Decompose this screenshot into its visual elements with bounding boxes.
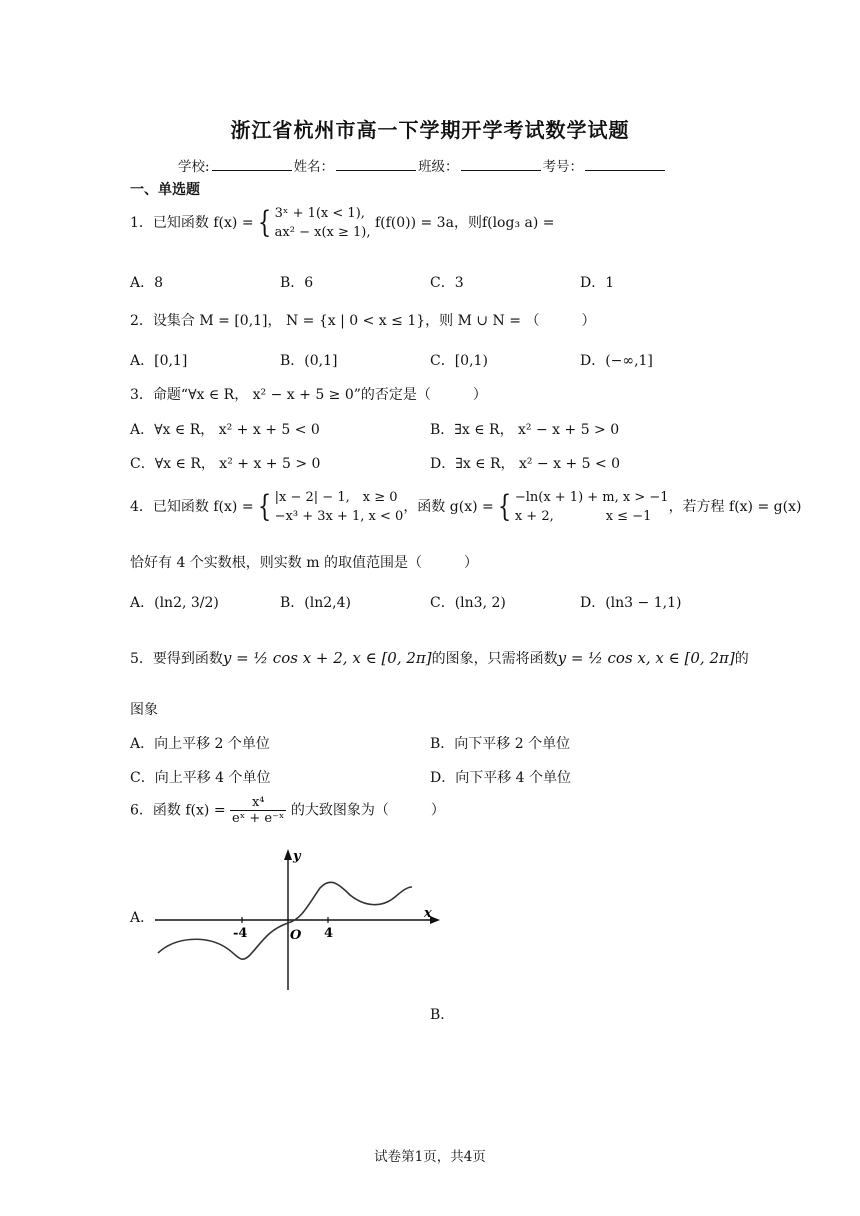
question-1-cases: 3ˣ + 1(x < 1), ax² − x(x ≥ 1), [274,206,371,240]
question-2-option-c[interactable]: C．[0,1) [430,353,488,369]
question-1-tail: f(f(0)) = 3a，则f(log₃ a) = [374,215,555,231]
question-1-prefix: 1．已知函数 [130,215,209,231]
question-1-option-c[interactable]: C．3 [430,275,464,291]
page-title: 浙江省杭州市高一下学期开学考试数学试题 [230,118,630,142]
question-5: 5．要得到函数y = ½ cos x + 2, x ∈ [0, 2π]的图象，只需将函数y = ½ cos x, x ∈ [0, 2π]的 [130,649,749,667]
option-a-graph [150,845,450,995]
brace-icon: { [257,489,271,524]
y-axis-arrow-icon [284,849,292,860]
question-3-option-d[interactable]: D．∃x ∈ R， x² − x + 5 < 0 [430,456,621,472]
question-2-option-d[interactable]: D．(−∞,1] [580,353,653,369]
question-1-option-d[interactable]: D．1 [580,275,615,291]
question-4-option-c[interactable]: C．(ln3, 2) [430,595,506,611]
name-label: 姓名： [293,159,335,175]
y-axis-label: y [293,849,301,864]
question-6-option-b[interactable]: B． [430,1007,455,1023]
question-6: 6．函数 f(x) = $\frac{\text{x⁴}}{\text{eˣ + e⁻ˣ}}$ 的大致图象为（ ） [130,795,445,826]
question-5-option-b[interactable]: B．向下平移 2 个单位 [430,736,571,752]
question-4: 4．已知函数 f(x) = { |x − 2| − 1, x ≥ 0 −x³ + 3x + 1, x < 0 ，函数 g(x) = { −ln(x + 1) + m, x > −1 x + 2, x ≤ −1 ，若方程 f(x) = g(x) [130,489,802,524]
question-3-option-b[interactable]: B．∃x ∈ R， x² − x + 5 > 0 [430,422,620,438]
student-info [178,155,667,175]
question-1-option-a[interactable]: A．8 [130,275,164,291]
question-4-option-d[interactable]: D．(ln3 − 1,1) [580,595,682,611]
question-5-source-function: y = ½ cos x, x ∈ [0, 2π] [557,649,735,667]
brace-icon: { [257,205,271,240]
class-blank [461,158,541,171]
school-blank [212,158,292,171]
question-4-option-a[interactable]: A．(ln2, 3/2) [130,595,219,611]
question-1 [130,204,555,242]
question-1-option-b[interactable]: B．6 [280,275,314,291]
school-label: 学校: [178,159,210,175]
question-5-line-2: 图象 [130,702,158,718]
function-curve [158,882,412,959]
question-6-option-a[interactable]: A． [130,910,155,926]
question-4-line-2: 恰好有 4 个实数根，则实数 m 的取值范围是（ ） [130,555,478,571]
question-2-option-b[interactable]: B．(0,1] [280,353,338,369]
pos-tick-label: 4 [324,926,334,941]
brace-icon: { [497,489,511,524]
question-6-fraction: $\frac{\text{x⁴}}{\text{eˣ + e⁻ˣ}}$ [232,795,285,826]
question-3: 3．命题“∀x ∈ R， x² − x + 5 ≥ 0”的否定是（ ） [130,387,487,403]
question-4-g-cases: −ln(x + 1) + m, x > −1 x + 2, x ≤ −1 [514,490,669,524]
question-3-option-c[interactable]: C．∀x ∈ R， x² + x + 5 > 0 [130,456,321,472]
question-5-target-function: y = ½ cos x + 2, x ∈ [0, 2π] [222,649,432,667]
exam-no-label: 考号： [542,159,584,175]
question-5-option-c[interactable]: C．向上平移 4 个单位 [130,770,271,786]
question-5-option-d[interactable]: D．向下平移 4 个单位 [430,770,572,786]
origin-label: O [290,928,302,943]
exam-no-blank [585,158,665,171]
question-2-option-a[interactable]: A．[0,1] [130,353,188,369]
x-axis-label: x [424,906,432,921]
name-blank [336,158,416,171]
question-3-option-a[interactable]: A．∀x ∈ R， x² + x + 5 < 0 [130,422,320,438]
neg-tick-label: -4 [233,926,248,941]
question-4-option-b[interactable]: B．(ln2,4) [280,595,351,611]
question-1-lhs: f(x) = [213,215,254,231]
question-2: 2．设集合 M = [0,1]， N = {x | 0 < x ≤ 1}，则 M ∪ N = （ ） [130,313,596,329]
class-label: 班级： [418,159,459,175]
page-footer: 试卷第1页，共4页 [374,1149,486,1165]
question-4-f-cases: |x − 2| − 1, x ≥ 0 −x³ + 3x + 1, x < 0 [274,490,404,524]
section-heading: 一、单选题 [130,182,200,198]
question-5-option-a[interactable]: A．向上平移 2 个单位 [130,736,270,752]
